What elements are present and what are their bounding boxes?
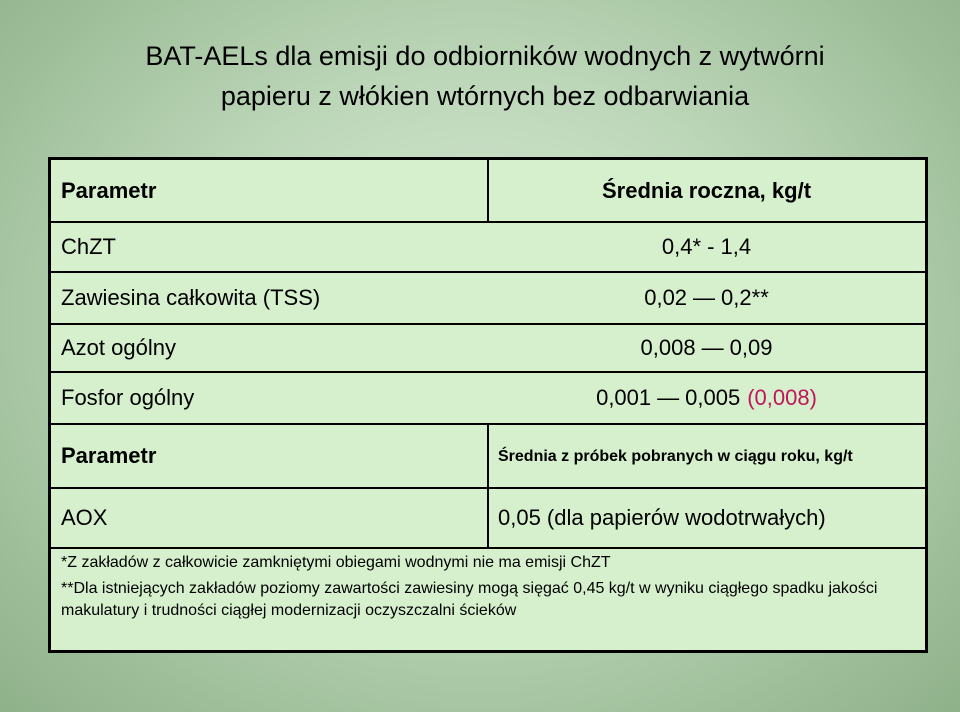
table-subheader-row	[51, 425, 925, 487]
header-parameter: Parametr	[61, 177, 157, 203]
table-row	[51, 373, 925, 423]
title-line-2: papieru z włókien wtórnych bez odbarwiania	[220, 81, 750, 111]
footnotes	[61, 552, 915, 626]
row-param-tss: Zawiesina całkowita (TSS)	[61, 285, 321, 310]
range-dash: —	[693, 285, 716, 310]
table-row	[51, 325, 925, 371]
value-max: 0,2**	[721, 285, 769, 310]
footnote-2: **Dla istniejących zakładów poziomy zawartości zawiesiny mogą sięgać 0,45 kg/t w wyniku ciągłego spadku jakości makulatury i trudności ciągłej modernizacji oczyszczalni ścieków	[61, 580, 878, 619]
value-min: 0,001	[596, 385, 652, 410]
row-param-nitrogen: Azot ogólny	[61, 335, 176, 360]
row-value-phosphorus	[488, 373, 925, 423]
table-row	[51, 223, 925, 271]
header-annual-average: Średnia roczna, kg/t	[601, 177, 812, 203]
value-extended: (0,008)	[747, 385, 817, 410]
range-dash: —	[657, 385, 680, 410]
value-max: 0,09	[729, 335, 773, 360]
subheader-text: Średnia z próbek pobranych w ciągu roku, kg/t	[498, 447, 853, 465]
row-value-tss	[488, 273, 925, 323]
value-max: 0,005	[685, 385, 741, 410]
table-row	[51, 273, 925, 323]
value-min: 0,02	[644, 285, 688, 310]
divider	[51, 547, 925, 549]
subheader-sample-average	[488, 425, 925, 487]
page-title	[60, 36, 910, 116]
row-value-chzt: 0,4* - 1,4	[661, 234, 752, 259]
row-param-phosphorus: Fosfor ogólny	[61, 385, 195, 410]
table-row	[51, 489, 925, 547]
subheader-parameter: Parametr	[61, 443, 157, 468]
value-min: 0,008	[640, 335, 696, 360]
row-param-chzt: ChZT	[61, 234, 116, 259]
row-value-nitrogen	[488, 325, 925, 371]
bat-ael-table	[48, 157, 928, 653]
footnote-1: *Z zakładów z całkowicie zamkniętymi obiegami wodnymi nie ma emisji ChZT	[61, 554, 611, 571]
row-value-aox: 0,05 (dla papierów wodotrwałych)	[498, 505, 826, 530]
row-param-aox: AOX	[61, 505, 108, 530]
range-dash: —	[701, 335, 724, 360]
table-header-row	[51, 160, 925, 221]
title-line-1: BAT-AELs dla emisji do odbiorników wodnych z wytwórni	[145, 41, 825, 71]
